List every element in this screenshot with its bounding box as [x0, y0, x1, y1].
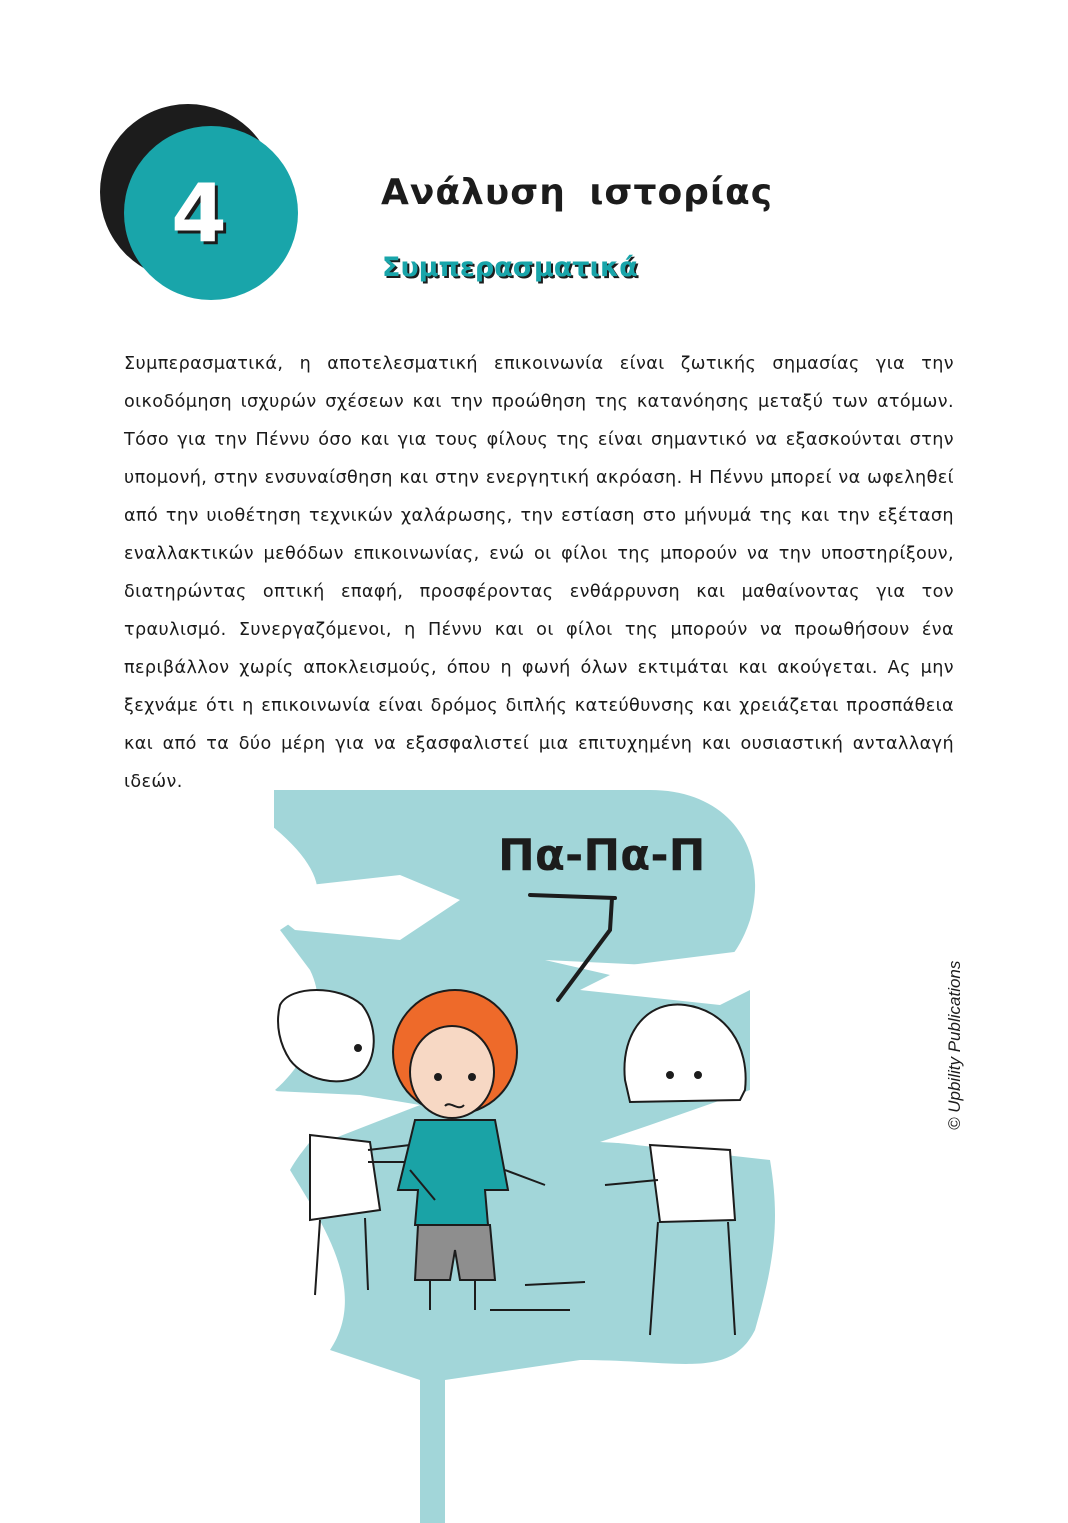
chapter-badge [100, 104, 300, 304]
body-paragraph: Συμπερασματικά, η αποτελεσματική επικοινωνία είναι ζωτικής σημασίας για την οικοδόμηση ισχυρών σχέσεων και την προώθηση της κατανόησης μεταξύ των ατόμων. Τόσο για την Πέννυ όσο και για τους φίλους της είναι σημαντικό να εξασκούνται στην υπομονή, στην ενσυναίσθηση και στην ενεργητική ακρόαση. Η Πέννυ μπορεί να ωφεληθεί από την υιοθέτηση τεχνικών χαλάρωσης, την εστίαση στο μήνυμά της και την εξέταση εναλλακτικών μεθόδων επικοινωνίας, ενώ οι φίλοι της μπορούν να την υποστηρίξουν, διατηρώντας οπτική επαφή, προσφέροντας ενθάρρυνση και μαθαίνοντας για τον τραυλισμό. Συνεργαζόμενοι, η Πέννυ και οι φίλοι της μπορούν να προωθήσουν ένα περιβάλλον χωρίς αποκλεισμούς, όπου η φωνή όλων εκτιμάται και ακούγεται. Ας μην ξεχνάμε ότι η επικοινωνία είναι δρόμος διπλής κατεύθυνσης και χρειάζεται προσπάθεια και από τα δύο μέρη για να εξασφαλιστεί μια επιτυχημένη και ουσιαστική ανταλλαγή ιδεών. [124, 354, 954, 792]
chapter-number: 4 [171, 166, 227, 260]
copyright-notice: © Upbility Publications [945, 960, 964, 1130]
speech-text: Πα-Πα-Π [498, 830, 706, 881]
page-title: Ανάλυση ιστορίας [381, 172, 774, 213]
section-subtitle: Συμπερασματικά [382, 252, 638, 283]
left-margin-mask [250, 790, 274, 1523]
story-illustration [250, 790, 780, 1523]
